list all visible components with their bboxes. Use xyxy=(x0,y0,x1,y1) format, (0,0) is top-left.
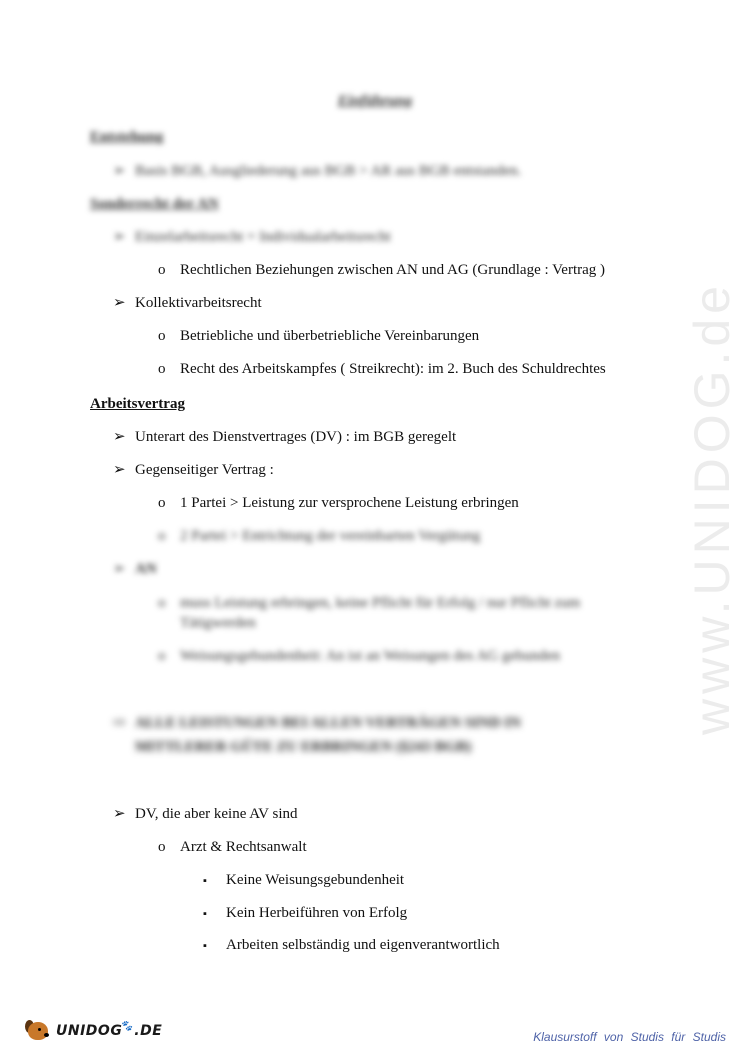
arrow-bullet-icon: ➢ xyxy=(113,429,126,445)
list-item: ▪ Kein Herbeiführen von Erfolg xyxy=(203,905,408,921)
unidog-logo xyxy=(24,1016,162,1046)
circle-bullet-icon: o xyxy=(158,262,166,278)
square-bullet-icon: ▪ xyxy=(203,875,207,887)
list-item: o Betriebliche und überbetriebliche Vereinbarungen xyxy=(158,328,480,344)
circle-bullet-icon: o xyxy=(158,648,166,664)
arrow-bullet-icon: ➢ xyxy=(113,806,126,822)
circle-bullet-icon: o xyxy=(158,839,166,855)
list-item: ▪ Arbeiten selbständig und eigenverantwortlich xyxy=(203,937,500,953)
implies-arrow-icon: ⇨ xyxy=(113,715,126,731)
arrow-bullet-icon: ➢ xyxy=(113,163,126,179)
footer-tagline: Klausurstoff von Studis für Studis xyxy=(533,1030,726,1044)
list-item: o Rechtlichen Beziehungen zwischen AN und AG (Grundlage : Vertrag ) xyxy=(158,262,606,278)
circle-bullet-icon: o xyxy=(158,328,166,344)
emphasis-note: ⇨ ALLE LEISTUNGEN BEI ALLEN VERTRÄGEN SIND IN xyxy=(113,715,521,731)
list-item: ➢ AN xyxy=(113,561,157,577)
logo-text: UNIDOG🐾.DE xyxy=(56,1021,163,1039)
list-item: ➢ Basis BGB, Ausgliederung aus BGB > AR aus BGB entstanden. xyxy=(113,163,522,179)
heading-sonderrecht: Sonderrecht der AN xyxy=(90,196,219,212)
circle-bullet-icon: o xyxy=(158,495,166,511)
paw-icon: 🐾 xyxy=(120,1021,134,1032)
arrow-bullet-icon: ➢ xyxy=(113,561,126,577)
emphasis-note-continuation: MITTLERER GÜTE ZU ERBRINGEN (§243 BGB) xyxy=(135,739,472,755)
list-item: ▪ Keine Weisungsgebundenheit xyxy=(203,872,405,888)
heading-entstehung: Entstehung xyxy=(90,129,164,145)
square-bullet-icon: ▪ xyxy=(203,908,207,920)
list-item: o 1 Partei > Leistung zur versprochene Leistung erbringen xyxy=(158,495,519,511)
watermark: www.UNIDOG.de xyxy=(684,281,740,735)
arrow-bullet-icon: ➢ xyxy=(113,295,126,311)
list-item-continuation: Tätigwerden xyxy=(180,615,256,631)
list-item: o Weisungsgebundenheit: An ist an Weisungen des AG gebunden xyxy=(158,648,561,664)
heading-arbeitsvertrag: Arbeitsvertrag xyxy=(90,396,185,412)
list-item: ➢ Gegenseitiger Vertrag : xyxy=(113,462,274,478)
list-item: ➢ DV, die aber keine AV sind xyxy=(113,806,298,822)
list-item: o Arzt & Rechtsanwalt xyxy=(158,839,307,855)
list-item: o Recht des Arbeitskampfes ( Streikrecht): im 2. Buch des Schuldrechtes xyxy=(158,361,606,377)
list-item: ➢ Einzelarbeitsrecht = Individualarbeitsrecht xyxy=(113,229,391,245)
circle-bullet-icon: o xyxy=(158,595,166,611)
list-item: o muss Leistung erbringen, keine Pflicht für Erfolg / nur Pflicht zum xyxy=(158,595,581,611)
list-item: ➢ Unterart des Dienstvertrages (DV) : im BGB geregelt xyxy=(113,429,457,445)
arrow-bullet-icon: ➢ xyxy=(113,229,126,245)
square-bullet-icon: ▪ xyxy=(203,940,207,952)
circle-bullet-icon: o xyxy=(158,528,166,544)
list-item: o 2 Partei > Entrichtung der vereinbarten Vergütung xyxy=(158,528,481,544)
circle-bullet-icon: o xyxy=(158,361,166,377)
page-title: Einführung xyxy=(337,93,413,109)
dog-icon xyxy=(24,1016,54,1046)
list-item: ➢ Kollektivarbeitsrecht xyxy=(113,295,262,311)
arrow-bullet-icon: ➢ xyxy=(113,462,126,478)
